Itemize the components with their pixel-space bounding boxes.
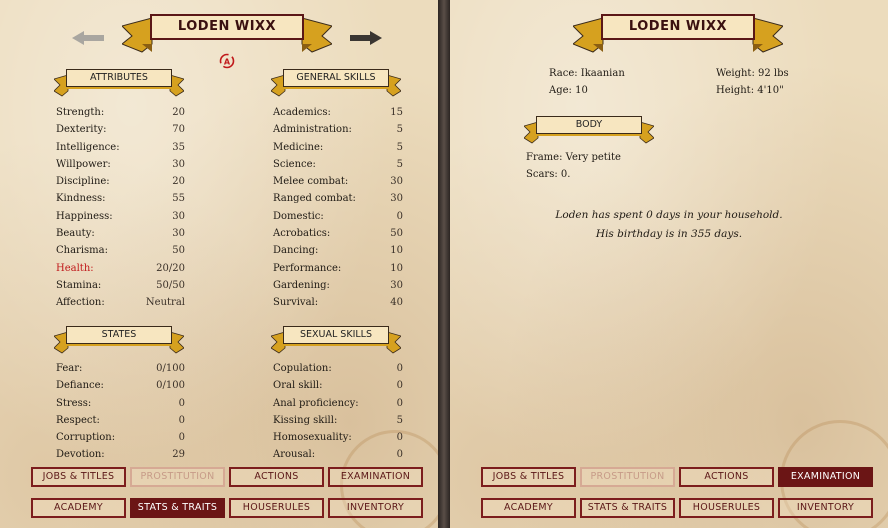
frame-label: Frame: — [526, 152, 563, 163]
stat-row — [273, 429, 403, 446]
book-spine — [438, 0, 450, 528]
stat-label: Science: — [273, 158, 316, 170]
general-skills-list — [273, 104, 403, 312]
stat-label: Melee combat: — [273, 176, 349, 188]
nav-actions-button[interactable]: ACTIONS — [679, 467, 774, 487]
stat-value: 0 — [178, 397, 185, 409]
arrow-right-icon[interactable] — [350, 31, 382, 45]
stat-value: 30 — [390, 193, 403, 205]
stat-value: Neutral — [145, 297, 185, 309]
nav-houserules-button[interactable]: HOUSERULES — [679, 498, 774, 518]
stat-row — [56, 377, 185, 394]
stat-label: Stress: — [56, 397, 92, 409]
stat-label: Oral skill: — [273, 380, 323, 392]
stat-label: Defiance: — [56, 380, 104, 392]
age-info — [549, 85, 588, 96]
weight-label: Weight: — [716, 68, 755, 79]
stat-label: Arousal: — [273, 449, 316, 461]
stat-value: 0/100 — [156, 380, 185, 392]
stat-label: Acrobatics: — [273, 228, 331, 240]
stat-value: 30 — [172, 158, 185, 170]
stat-label: Performance: — [273, 262, 342, 274]
svg-text:A: A — [223, 57, 231, 67]
stat-value: 20 — [172, 176, 185, 188]
stat-value: 0 — [396, 449, 403, 461]
arrow-left-icon[interactable] — [72, 31, 104, 45]
height-info — [716, 85, 784, 96]
stat-label: Kindness: — [56, 193, 106, 205]
stat-value: 35 — [172, 141, 185, 153]
stat-row — [56, 208, 185, 225]
race-info — [549, 68, 625, 79]
stat-value: 0 — [396, 397, 403, 409]
stat-row — [273, 377, 403, 394]
age-value: 10 — [575, 85, 588, 96]
stat-value: 20 — [172, 107, 185, 118]
nav-inventory-button[interactable]: INVENTORY — [328, 498, 423, 518]
stat-row — [273, 260, 403, 277]
stat-value: 0 — [396, 380, 403, 392]
stat-row — [56, 260, 185, 277]
stat-row — [56, 277, 185, 294]
nav-houserules-button[interactable]: HOUSERULES — [229, 498, 324, 518]
states-heading — [54, 326, 184, 354]
stat-row — [273, 225, 403, 242]
stat-label: Happiness: — [56, 210, 113, 222]
sexual-skills-heading-text: SEXUAL SKILLS — [283, 326, 389, 344]
general-skills-heading-text: GENERAL SKILLS — [283, 69, 389, 87]
general-skills-heading — [271, 69, 401, 97]
stat-value: 50/50 — [156, 279, 185, 291]
sexual-skills-list — [273, 360, 403, 464]
character-title-banner — [573, 12, 783, 54]
stat-row — [56, 395, 185, 412]
stat-row — [273, 294, 403, 311]
stat-row — [273, 208, 403, 225]
height-label: Height: — [716, 85, 755, 96]
stat-row — [273, 121, 403, 138]
stat-row — [56, 412, 185, 429]
stat-row — [273, 412, 403, 429]
stat-row — [56, 242, 185, 259]
race-value: Ikaanian — [580, 68, 625, 79]
stat-label: Intelligence: — [56, 141, 120, 153]
character-name: LODEN WIXX — [150, 14, 304, 40]
stat-row — [273, 242, 403, 259]
race-label: Race: — [549, 68, 578, 79]
stat-row — [56, 294, 185, 311]
stat-value: 50 — [390, 228, 403, 240]
stat-row — [56, 429, 185, 446]
stat-value: 20/20 — [156, 262, 185, 274]
stat-label: Beauty: — [56, 228, 95, 240]
stat-label: Charisma: — [56, 245, 108, 257]
household-days-text: Loden has spent 0 days in your household. — [555, 209, 783, 221]
nav-examination-button[interactable]: EXAMINATION — [778, 467, 873, 487]
nav-academy-button[interactable]: ACADEMY — [481, 498, 576, 518]
auto-cycle-icon[interactable] — [217, 52, 237, 70]
sexual-skills-heading — [271, 326, 401, 354]
stat-label: Medicine: — [273, 141, 324, 153]
weight-info — [716, 68, 789, 79]
nav-jobs-titles-button[interactable]: JOBS & TITLES — [31, 467, 126, 487]
states-list — [56, 360, 185, 464]
body-heading-text: BODY — [536, 116, 642, 134]
stat-value: 0 — [396, 432, 403, 444]
frame-info — [526, 152, 621, 163]
stat-label: Fear: — [56, 363, 83, 374]
right-page — [450, 0, 888, 528]
weight-value: 92 lbs — [758, 68, 789, 79]
frame-value: Very petite — [565, 152, 621, 163]
nav-examination-button[interactable]: EXAMINATION — [328, 467, 423, 487]
nav-academy-button[interactable]: ACADEMY — [31, 498, 126, 518]
nav-inventory-button[interactable]: INVENTORY — [778, 498, 873, 518]
stat-label: Domestic: — [273, 210, 324, 222]
left-page — [0, 0, 438, 528]
stat-value: 29 — [172, 449, 185, 461]
stat-label: Affection: — [56, 297, 105, 309]
stat-value: 5 — [396, 158, 403, 170]
stat-label: Corruption: — [56, 432, 116, 444]
stat-row — [56, 156, 185, 173]
stat-value: 30 — [390, 176, 403, 188]
stat-value: 5 — [396, 141, 403, 153]
stat-value: 0 — [178, 414, 185, 426]
stat-label: Strength: — [56, 107, 105, 118]
scars-value: 0. — [560, 169, 571, 180]
stat-label: Ranged combat: — [273, 193, 356, 205]
stat-value: 55 — [172, 193, 185, 205]
stat-row — [273, 277, 403, 294]
stat-row — [56, 173, 185, 190]
stat-value: 30 — [172, 210, 185, 222]
stat-label: Health: — [56, 262, 94, 274]
attributes-heading-text: ATTRIBUTES — [66, 69, 172, 87]
age-label: Age: — [549, 85, 572, 96]
nav-prostitution-button[interactable]: PROSTITUTION — [580, 467, 675, 487]
stat-label: Administration: — [273, 124, 352, 136]
stat-value: 15 — [390, 107, 403, 118]
stat-row — [56, 104, 185, 121]
stat-row — [56, 360, 185, 377]
nav-prostitution-button[interactable]: PROSTITUTION — [130, 467, 225, 487]
nav-jobs-titles-button[interactable]: JOBS & TITLES — [481, 467, 576, 487]
stat-row — [56, 121, 185, 138]
stat-label: Willpower: — [56, 158, 111, 170]
attributes-list — [56, 104, 185, 312]
attributes-heading — [54, 69, 184, 97]
stat-value: 5 — [396, 124, 403, 136]
stat-row — [273, 104, 403, 121]
stat-value: 5 — [396, 414, 403, 426]
stat-value: 30 — [172, 228, 185, 240]
stat-row — [273, 360, 403, 377]
states-heading-text: STATES — [66, 326, 172, 344]
scars-info — [526, 169, 570, 180]
stat-label: Anal proficiency: — [273, 397, 359, 409]
stat-value: 50 — [172, 245, 185, 257]
nav-actions-button[interactable]: ACTIONS — [229, 467, 324, 487]
stat-label: Gardening: — [273, 279, 330, 291]
stat-value: 0 — [396, 363, 403, 374]
stat-label: Copulation: — [273, 363, 332, 374]
stat-label: Survival: — [273, 297, 319, 309]
stat-row — [273, 190, 403, 207]
stat-value: 0 — [396, 210, 403, 222]
stat-label: Academics: — [273, 107, 331, 118]
stat-label: Homosexuality: — [273, 432, 352, 444]
stat-label: Devotion: — [56, 449, 105, 461]
height-value: 4'10" — [757, 85, 784, 96]
body-heading — [524, 116, 654, 144]
stat-row — [273, 173, 403, 190]
character-name: LODEN WIXX — [601, 14, 755, 40]
stat-row — [273, 446, 403, 463]
stat-value: 10 — [390, 262, 403, 274]
stat-value: 10 — [390, 245, 403, 257]
stat-row — [56, 225, 185, 242]
nav-stats-traits-button[interactable]: STATS & TRAITS — [580, 498, 675, 518]
stat-row — [56, 446, 185, 463]
scars-label: Scars: — [526, 169, 558, 180]
stat-value: 0 — [178, 432, 185, 444]
stat-row — [273, 395, 403, 412]
nav-stats-traits-button[interactable]: STATS & TRAITS — [130, 498, 225, 518]
stat-value: 0/100 — [156, 363, 185, 374]
stat-label: Dancing: — [273, 245, 319, 257]
stat-label: Stamina: — [56, 279, 102, 291]
stat-label: Dexterity: — [56, 124, 107, 136]
stat-label: Kissing skill: — [273, 414, 338, 426]
stat-row — [273, 156, 403, 173]
stat-row — [273, 139, 403, 156]
birthday-text: His birthday is in 355 days. — [595, 228, 743, 240]
stat-value: 40 — [390, 297, 403, 309]
character-title-banner — [122, 12, 332, 54]
stat-value: 30 — [390, 279, 403, 291]
stat-row — [56, 139, 185, 156]
stat-label: Respect: — [56, 414, 100, 426]
stat-row — [56, 190, 185, 207]
stat-label: Discipline: — [56, 176, 110, 188]
stat-value: 70 — [172, 124, 185, 136]
